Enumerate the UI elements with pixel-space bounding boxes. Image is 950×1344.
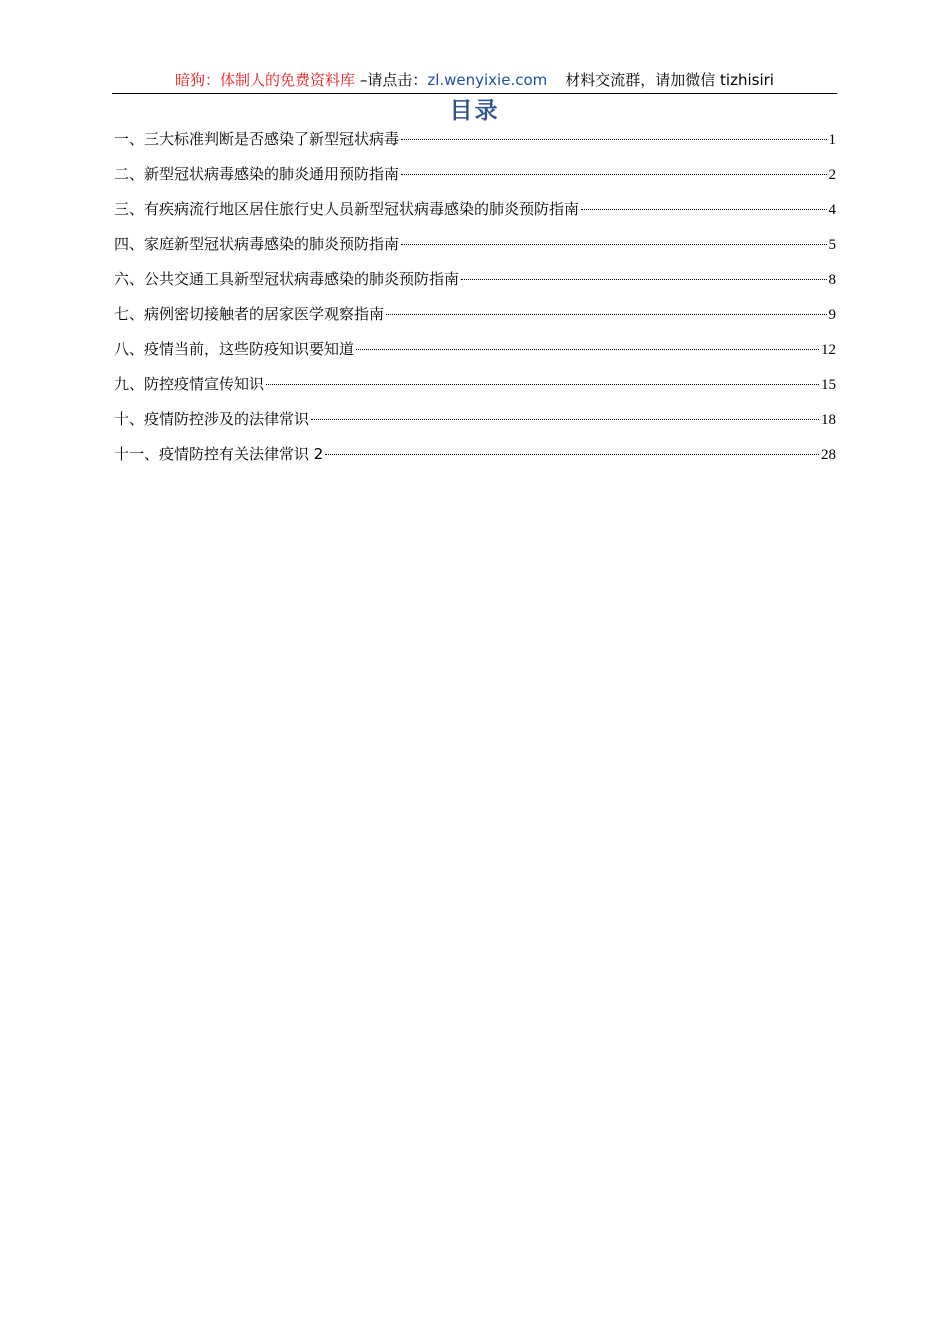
- toc-entry[interactable]: [114, 197, 836, 232]
- page-header: [112, 68, 837, 92]
- toc-dot-leader: [325, 454, 819, 455]
- toc-entry-page: 15: [821, 377, 836, 393]
- toc-entry[interactable]: [114, 302, 836, 337]
- toc-entry[interactable]: [114, 372, 836, 407]
- toc-entry-page: 9: [828, 307, 836, 323]
- toc-entry[interactable]: [114, 337, 836, 372]
- toc-entry-label: 七、病例密切接触者的居家医学观察指南: [114, 305, 385, 323]
- toc-entry-page: 2: [828, 167, 836, 183]
- header-divider: [112, 93, 837, 94]
- toc-entry-label: 四、家庭新型冠状病毒感染的肺炎预防指南: [114, 235, 400, 253]
- toc-dot-leader: [401, 174, 826, 175]
- toc-dot-leader: [386, 314, 826, 315]
- toc-entry-label: 十一、疫情防控有关法律常识 2: [114, 445, 324, 463]
- toc-dot-leader: [581, 209, 826, 210]
- toc-dot-leader: [401, 139, 826, 140]
- toc-dot-leader: [266, 384, 819, 385]
- toc-entry-label: 八、疫情当前，这些防疫知识要知道: [114, 340, 355, 358]
- table-of-contents: [114, 127, 836, 477]
- toc-entry[interactable]: [114, 442, 836, 477]
- toc-entry-label: 二、新型冠状病毒感染的肺炎通用预防指南: [114, 165, 400, 183]
- toc-entry-page: 4: [828, 202, 836, 218]
- toc-title: 目录: [449, 97, 500, 124]
- toc-dot-leader: [461, 279, 826, 280]
- toc-entry-label: 三、有疾病流行地区居住旅行史人员新型冠状病毒感染的肺炎预防指南: [114, 200, 580, 218]
- header-brand: 暗狗：体制人的免费资料库: [175, 71, 356, 89]
- toc-dot-leader: [401, 244, 826, 245]
- toc-entry-page: 12: [821, 342, 836, 358]
- toc-entry[interactable]: [114, 407, 836, 442]
- toc-entry[interactable]: [114, 232, 836, 267]
- toc-entry[interactable]: [114, 267, 836, 302]
- toc-entry-label: 六、公共交通工具新型冠状病毒感染的肺炎预防指南: [114, 270, 460, 288]
- header-wechat: 材料交流群，请加微信 tizhisiri: [565, 71, 774, 89]
- toc-dot-leader: [311, 419, 819, 420]
- toc-entry[interactable]: [114, 162, 836, 197]
- toc-entry-label: 一、三大标准判断是否感染了新型冠状病毒: [114, 130, 400, 148]
- toc-entry[interactable]: [114, 127, 836, 162]
- header-link[interactable]: zl.wenyixie.com: [427, 71, 548, 89]
- header-prompt: –请点击：: [355, 71, 428, 89]
- toc-entry-page: 8: [828, 272, 836, 288]
- toc-entry-page: 28: [821, 447, 836, 463]
- toc-entry-label: 十、疫情防控涉及的法律常识: [114, 410, 310, 428]
- toc-entry-page: 5: [828, 237, 836, 253]
- toc-entry-page: 18: [821, 412, 836, 428]
- toc-entry-page: 1: [828, 132, 836, 148]
- toc-dot-leader: [356, 349, 819, 350]
- toc-entry-label: 九、防控疫情宣传知识: [114, 375, 265, 393]
